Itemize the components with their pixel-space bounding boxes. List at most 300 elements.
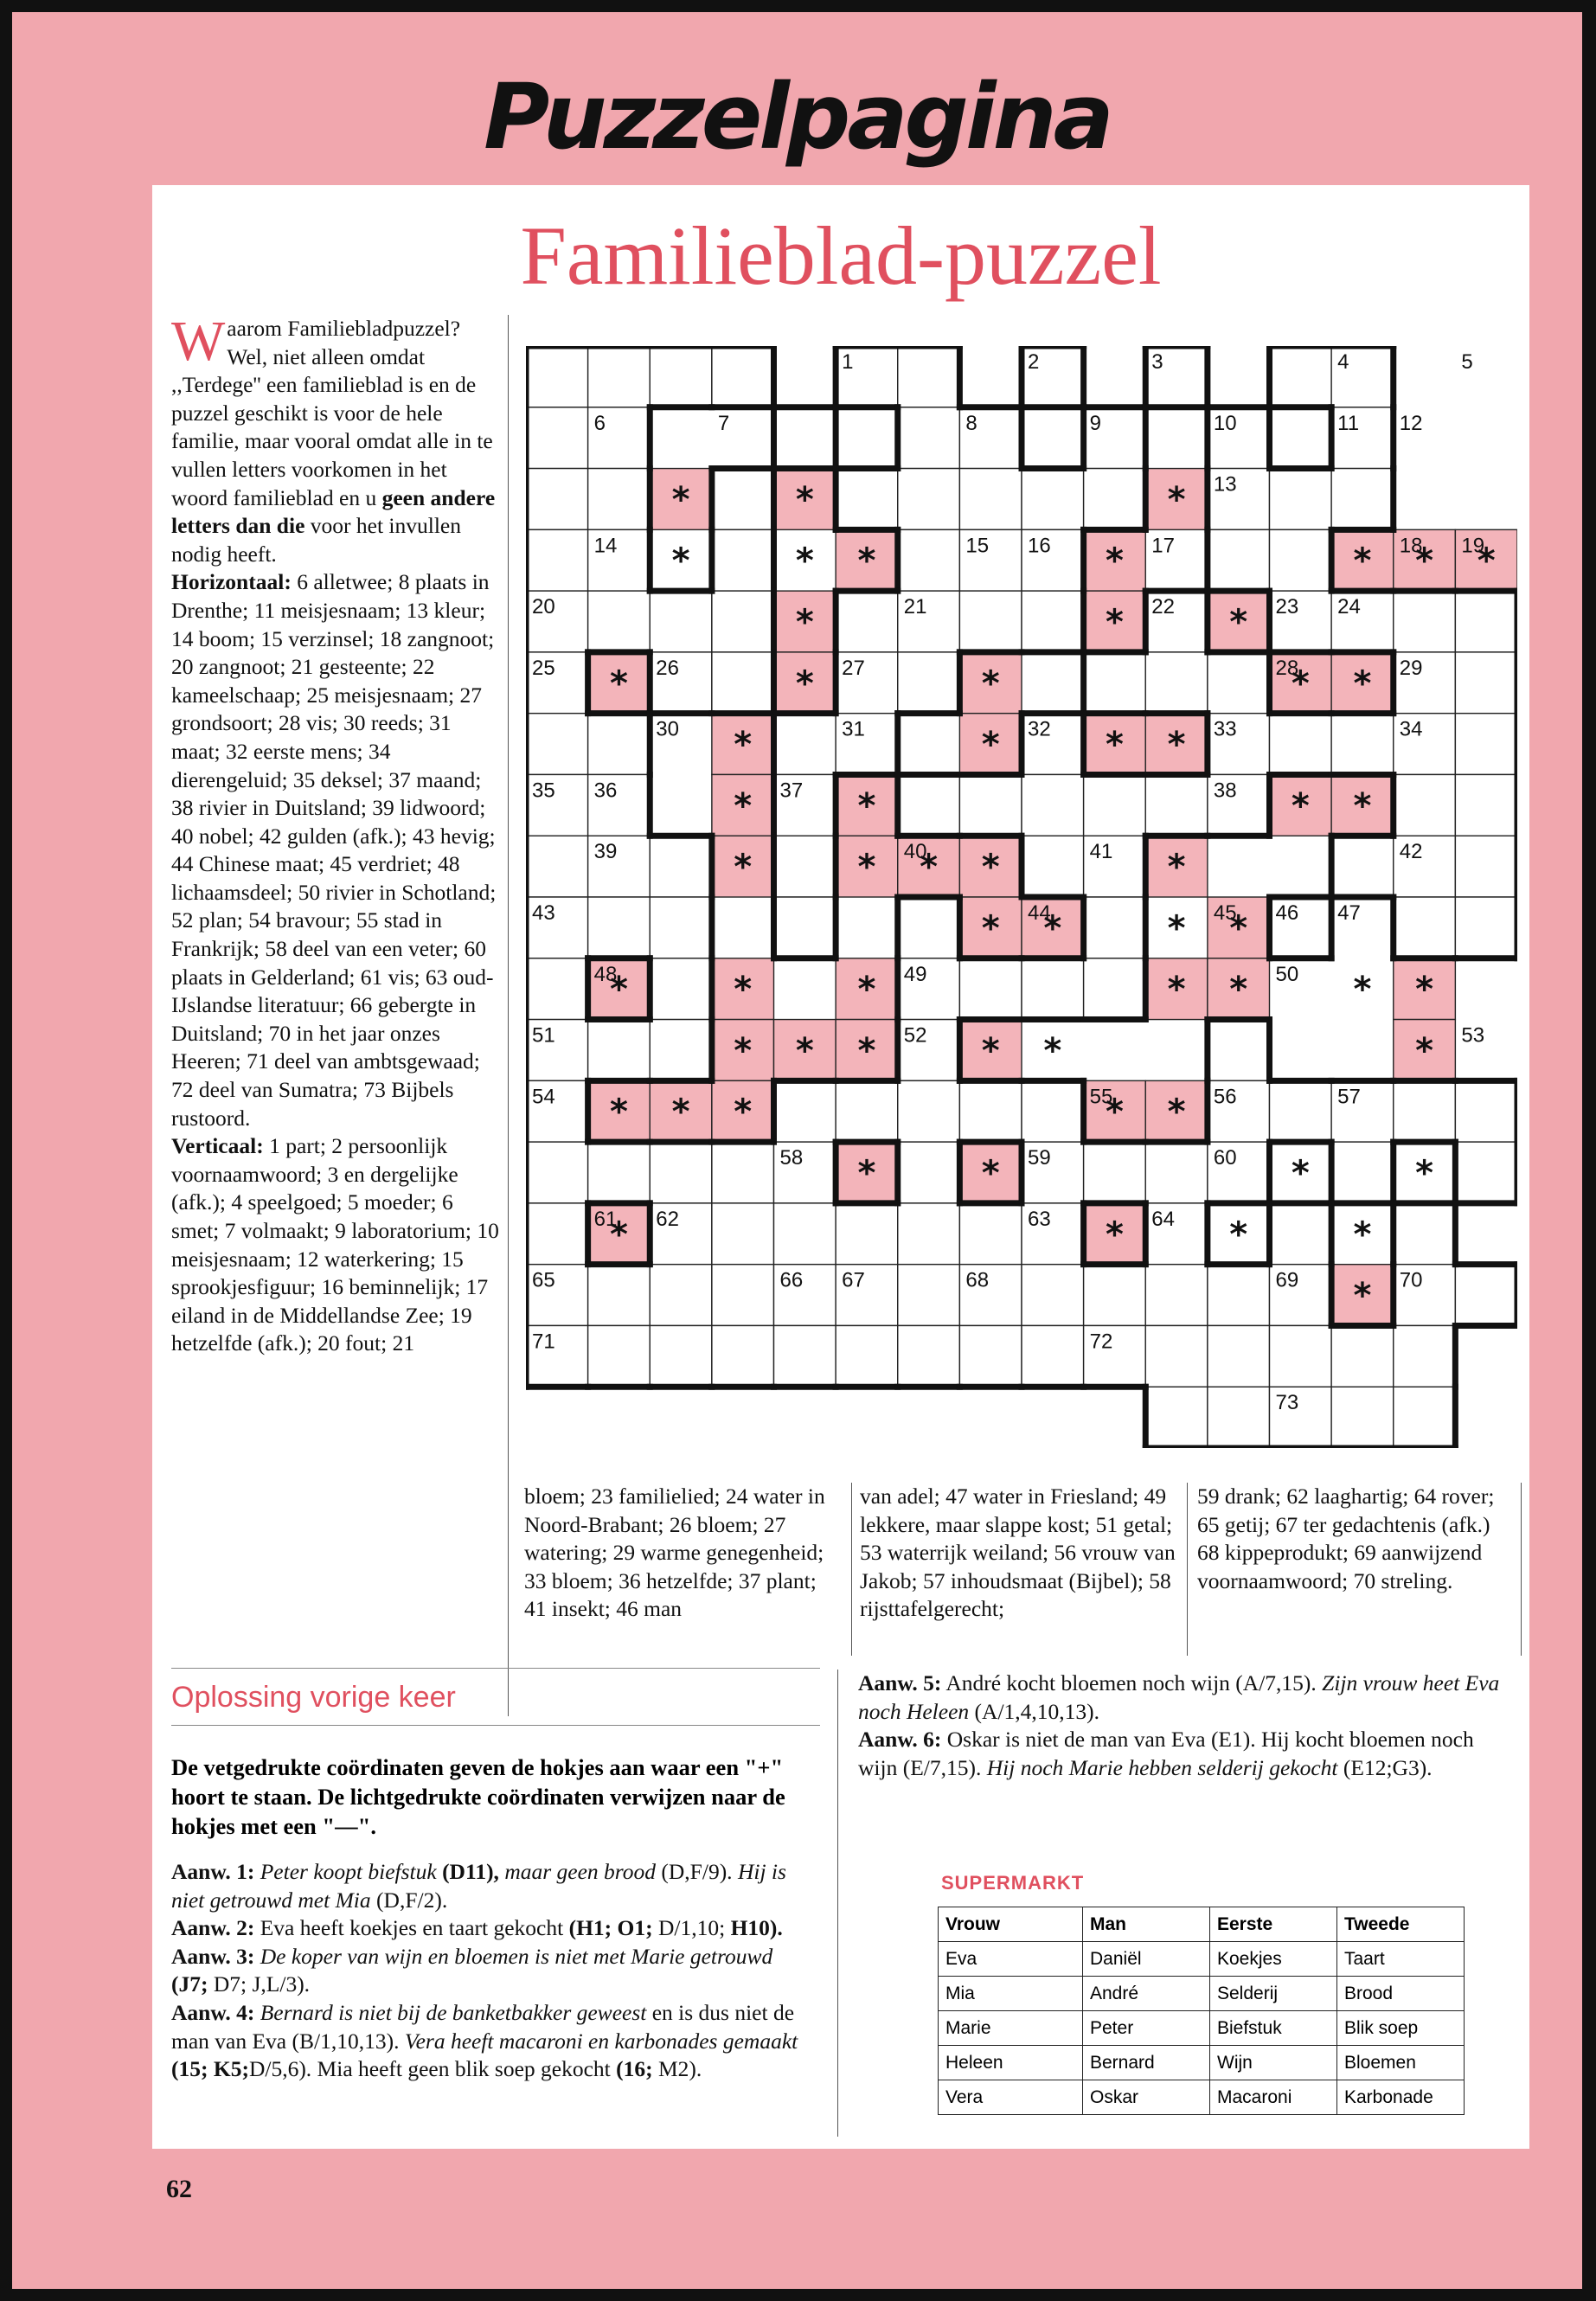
- intro-and-clues: [171, 310, 504, 1358]
- column-rule: [837, 1670, 838, 2137]
- grid-cell: [588, 1020, 651, 1081]
- grid-cell: [1084, 469, 1146, 530]
- grid-cell: [1455, 652, 1517, 714]
- star-marker: *: [609, 1215, 628, 1255]
- grid-cell: [1145, 1325, 1208, 1387]
- star-marker: *: [857, 1030, 876, 1071]
- table-cell: Bernard: [1083, 2046, 1210, 2080]
- star-marker: *: [1105, 1092, 1124, 1132]
- intro-text: aarom Familiebladpuzzel? Wel, niet alleen omdat ,,Terdege'' een familieblad is en de puzzel geschikt is voor de hele familie, maar vooral omdat alle in te vullen letters voorkomen in het woord familieblad en u: [171, 316, 493, 510]
- star-marker: *: [609, 663, 628, 704]
- star-marker: *: [920, 847, 939, 888]
- clue-number: 9: [1089, 411, 1101, 435]
- grid-cell: [898, 1142, 960, 1203]
- table-cell: Macaroni: [1210, 2080, 1337, 2115]
- grid-cell: [898, 897, 960, 958]
- clue-number: 32: [1028, 717, 1051, 741]
- grid-cell: [526, 469, 588, 530]
- star-marker: *: [671, 1092, 690, 1132]
- grid-cell: [1270, 1080, 1332, 1142]
- grid-cell: [526, 529, 588, 591]
- clue-number: 66: [779, 1268, 804, 1292]
- grid-cell: [1331, 714, 1394, 775]
- grid-cell: [588, 897, 651, 958]
- grid-cell: [774, 1325, 836, 1387]
- grid-cell: [650, 1020, 712, 1081]
- star-marker: *: [981, 725, 1000, 766]
- clue-number: 7: [717, 411, 730, 435]
- table-row: [939, 2080, 1465, 2115]
- clue-number: 47: [1337, 901, 1361, 925]
- star-marker: *: [795, 541, 814, 581]
- star-marker: *: [734, 1030, 753, 1071]
- table-cell: Biefstuk: [1210, 2011, 1337, 2046]
- clue-number: 24: [1337, 595, 1361, 619]
- grid-cell: [1394, 591, 1456, 652]
- star-marker: *: [795, 1030, 814, 1071]
- grid-cell: [959, 774, 1022, 836]
- grid-cell: [1394, 774, 1456, 836]
- grid-cell: [836, 591, 898, 652]
- table-cell: Taart: [1337, 1942, 1465, 1977]
- grid-cell: [774, 1080, 836, 1142]
- grid-cell: [712, 1142, 774, 1203]
- clue-number: 14: [593, 534, 618, 558]
- clue-number: 69: [1275, 1268, 1299, 1292]
- star-marker: *: [1353, 663, 1372, 704]
- star-marker: *: [981, 847, 1000, 888]
- grid-cell: [1084, 1142, 1146, 1203]
- grid-cell: [650, 897, 712, 958]
- grid-cell: [898, 407, 960, 469]
- clue-number: 15: [965, 534, 990, 558]
- clue-number: 31: [842, 717, 865, 741]
- grid-cell: [1394, 1325, 1456, 1387]
- vertical-clues: 1 part; 2 persoonlijk voornaamwoord; 3 en dergelijke (afk.); 4 speelgoed; 5 moeder; 6 smet; 7 volmaakt; 9 laboratorium; 10 meisjesnaam; 12 waterkering; 15 sprookjesfiguur; 16 beminnelijk; 17 eiland in de Middellandse Zee; 19 hetzelfde (afk.); 20 fout; 21: [171, 1133, 499, 1356]
- solution-intro: De vetgedrukte coördinaten geven de hokjes aan waar een "+" hoort te staan. De lichtgedrukte coördinaten verwijzen naar de hokjes met een "—".: [171, 1754, 785, 1839]
- grid-cell: [1394, 1203, 1456, 1265]
- grid-cell: [1455, 1142, 1517, 1203]
- table-cell: Koekjes: [1210, 1942, 1337, 1977]
- clue-number: 11: [1337, 411, 1360, 435]
- column-rule: [508, 315, 509, 1716]
- table-cell: Eva: [939, 1942, 1083, 1977]
- clue-number: 61: [593, 1207, 618, 1231]
- grid-cell: [1145, 1387, 1208, 1448]
- star-marker: *: [857, 785, 876, 826]
- star-marker: *: [1353, 785, 1372, 826]
- grid-cell: [959, 1203, 1022, 1265]
- grid-cell: [712, 529, 774, 591]
- grid-cell: [836, 1203, 898, 1265]
- star-marker: *: [1291, 785, 1310, 826]
- star-marker: *: [1291, 1153, 1310, 1194]
- clue-number: 72: [1089, 1330, 1113, 1354]
- grid-cell: [1208, 1020, 1270, 1081]
- grid-cell: [1455, 714, 1517, 775]
- grid-cell: [836, 469, 898, 530]
- grid-cell: [898, 1203, 960, 1265]
- table-cell: Heleen: [939, 2046, 1083, 2080]
- grid-cell: [1022, 1265, 1084, 1326]
- star-marker: *: [1415, 1153, 1434, 1194]
- table-cell: Bloemen: [1337, 2046, 1465, 2080]
- clue-number: 21: [903, 595, 927, 619]
- vertical-clues-col3: van adel; 47 water in Friesland; 49 lekkere, maar slappe kost; 51 getal; 53 waterrijk weiland; 56 vrouw van Jakob; 57 inhoudsmaat (Bijbel); 58 rijsttafelgerecht;: [860, 1484, 1176, 1622]
- star-marker: *: [1415, 541, 1434, 581]
- grid-cell: [650, 591, 712, 652]
- grid-cell: [588, 591, 651, 652]
- clue-number: 28: [1275, 656, 1299, 680]
- grid-cell: [1022, 469, 1084, 530]
- table-cell: Marie: [939, 2011, 1083, 2046]
- solution-hint: Aanw. 4: Bernard is niet bij de banketbakker geweest en is dus niet de man van Eva (B/1,10,13). Vera heeft macaroni en karbonades gemaakt (15; K5;D/5,6). Mia heeft geen blik soep gekocht (16; M2).: [171, 1999, 798, 2082]
- grid-cell: [526, 407, 588, 469]
- grid-cell: [650, 1142, 712, 1203]
- grid-cell: [898, 529, 960, 591]
- table-body: [939, 1942, 1465, 2115]
- star-marker: *: [1415, 970, 1434, 1010]
- grid-cell: [1270, 1203, 1332, 1265]
- clue-number: 51: [532, 1023, 555, 1048]
- grid-cell: [1331, 1142, 1394, 1203]
- table-row: [939, 2046, 1465, 2080]
- grid-cell: [1208, 1325, 1270, 1387]
- section-header: Puzzelpagina: [484, 64, 1111, 170]
- grid-cell: [1331, 469, 1394, 530]
- grid-cell: [526, 958, 588, 1020]
- star-marker: *: [734, 847, 753, 888]
- clue-number: 19: [1461, 534, 1485, 558]
- grid-cell: [588, 469, 651, 530]
- grid-cell: [712, 652, 774, 714]
- star-marker: *: [1353, 970, 1372, 1010]
- grid-cell: [836, 1080, 898, 1142]
- grid-cell: [774, 897, 836, 958]
- table-cell: Selderij: [1210, 1977, 1337, 2011]
- grid-cell: [712, 1203, 774, 1265]
- solution-hint: Aanw. 5: André kocht bloemen noch wijn (A/7,15). Zijn vrouw heet Eva noch Heleen (A/1,4,10,13).: [858, 1670, 1500, 1724]
- grid-cell: [1145, 652, 1208, 714]
- table-cell: Oskar: [1083, 2080, 1210, 2115]
- solution-hint: Aanw. 3: De koper van wijn en bloemen is niet met Marie getrouwd (J7; D7; J,L/3).: [171, 1943, 773, 1997]
- star-marker: *: [1105, 1215, 1124, 1255]
- grid-cell: [712, 1265, 774, 1326]
- star-marker: *: [981, 1153, 1000, 1194]
- grid-cell: [774, 714, 836, 775]
- clue-number: 57: [1337, 1085, 1361, 1109]
- solution-heading: Oplossing vorige keer: [171, 1668, 820, 1726]
- grid-cell: [588, 1142, 651, 1203]
- grid-cell: [898, 652, 960, 714]
- clue-number: 39: [593, 840, 618, 864]
- grid-cell: [898, 774, 960, 836]
- clue-number: 40: [903, 840, 927, 864]
- star-marker: *: [1353, 1276, 1372, 1317]
- star-marker: *: [1043, 908, 1062, 949]
- column-rule: [851, 1483, 852, 1656]
- grid-cell: [588, 714, 651, 775]
- clue-number: 25: [532, 656, 555, 680]
- clue-number: 16: [1028, 534, 1051, 558]
- grid-cell: [1208, 1387, 1270, 1448]
- star-marker: *: [1105, 602, 1124, 643]
- grid-cell: [1084, 958, 1146, 1020]
- grid-cell: [1331, 1325, 1394, 1387]
- grid-cell: [1084, 652, 1146, 714]
- star-marker: *: [795, 479, 814, 520]
- table-header-cell: Man: [1083, 1907, 1210, 1942]
- grid-cell: [1270, 346, 1332, 407]
- grid-cell: [774, 407, 836, 469]
- clue-number: 42: [1399, 840, 1423, 864]
- table-row: [939, 1942, 1465, 1977]
- grid-cell: [1270, 469, 1332, 530]
- star-marker: *: [795, 602, 814, 643]
- clue-number: 5: [1461, 350, 1473, 374]
- grid-cell: [588, 346, 651, 407]
- puzzle-title: Familieblad-puzzel: [520, 209, 1162, 302]
- star-marker: *: [1167, 970, 1186, 1010]
- star-marker: *: [1167, 847, 1186, 888]
- clue-number: 46: [1275, 901, 1299, 925]
- table-cell: André: [1083, 1977, 1210, 2011]
- grid-cell: [1455, 1080, 1517, 1142]
- clue-number: 38: [1213, 779, 1237, 803]
- grid-cell: [836, 1325, 898, 1387]
- star-marker: *: [1291, 663, 1310, 704]
- grid-cell: [712, 346, 774, 407]
- star-marker: *: [857, 970, 876, 1010]
- clue-number: 29: [1399, 656, 1423, 680]
- clue-number: 70: [1399, 1268, 1423, 1292]
- grid-cell: [1270, 529, 1332, 591]
- star-marker: *: [795, 663, 814, 704]
- grid-cell: [1145, 1265, 1208, 1326]
- grid-cell: [1208, 652, 1270, 714]
- grid-cell: [1145, 1142, 1208, 1203]
- clue-number: 6: [593, 411, 606, 435]
- star-marker: *: [734, 785, 753, 826]
- vertical-clues-col4: 59 drank; 62 laaghartig; 64 rover; 65 getij; 67 ter gedachtenis (afk.) 68 kippeprodukt; 69 aanwijzend voornaamwoord; 70 streling.: [1197, 1484, 1495, 1593]
- grid-cell: [1022, 1080, 1084, 1142]
- grid-cell: [712, 1325, 774, 1387]
- grid-cell: [1022, 836, 1084, 897]
- horizontal-clues: 6 alletwee; 8 plaats in Drenthe; 11 meisjesnaam; 13 kleur; 14 boom; 15 verzinsel; 18 zangnoot; 20 zangnoot; 21 gesteente; 22 kameelschaap; 25 meisjesnaam; 27 grondsoort; 28 vis; 30 reeds; 31 maat; 32 eerste mens; 34 dierengeluid; 35 deksel; 37 maand; 38 rivier in Duitsland; 39 lidwoord; 40 nobel; 42 gulden (afk.); 43 hevig; 44 Chinese maat; 45 verdriet; 48 lichaamsdeel; 50 rivier in Schotland; 52 plan; 54 bravour; 55 stad in Frankrijk; 58 deel van een veter; 60 plaats in Gelderland; 61 vis; 63 oud-IJslandse literatuur; 66 gebergte in Duitsland; 70 in het jaar onzes Heeren; 71 deel van ambtsgewaad; 72 deel van Sumatra; 73 Bijbels rustoord.: [171, 569, 497, 1131]
- grid-cell: [1270, 714, 1332, 775]
- solution-hints-left: [171, 1858, 811, 2084]
- grid-cell: [959, 469, 1022, 530]
- star-marker: *: [609, 1092, 628, 1132]
- solution-hint: Aanw. 6: Oskar is niet de man van Eva (E1). Hij kocht bloemen noch wijn (E/7,15). Hij noch Marie hebben selderij gekocht (E12;G3).: [858, 1727, 1474, 1780]
- grid-cell: [1394, 1080, 1456, 1142]
- clue-number: 71: [532, 1330, 555, 1354]
- clue-number: 3: [1151, 350, 1163, 374]
- grid-cell: [1022, 774, 1084, 836]
- grid-cell: [650, 346, 712, 407]
- clue-number: 1: [842, 350, 854, 374]
- horizontal-label: Horizontaal:: [171, 569, 292, 595]
- drop-cap: W: [171, 310, 226, 373]
- clue-number: 35: [532, 779, 555, 803]
- clue-number: 55: [1089, 1085, 1113, 1109]
- star-marker: *: [1229, 1215, 1248, 1255]
- star-marker: *: [1167, 725, 1186, 766]
- clue-number: 64: [1151, 1207, 1175, 1231]
- table-row: [939, 1977, 1465, 2011]
- table-cell: Peter: [1083, 2011, 1210, 2046]
- grid-cell: [898, 1265, 960, 1326]
- clue-number: 23: [1275, 595, 1299, 619]
- clue-number: 17: [1151, 534, 1175, 558]
- star-marker: *: [1477, 541, 1496, 581]
- vertical-label: Verticaal:: [171, 1133, 264, 1159]
- solution-hints-right: [858, 1670, 1516, 1782]
- clue-number: 49: [903, 962, 927, 986]
- grid-cell: [1145, 774, 1208, 836]
- clue-number: 2: [1028, 350, 1040, 374]
- clue-number: 13: [1213, 472, 1237, 497]
- intro-emphasis: geen andere letters dan die: [171, 484, 496, 539]
- clue-number: 73: [1275, 1391, 1299, 1415]
- star-marker: *: [671, 479, 690, 520]
- grid-cell: [1084, 897, 1146, 958]
- clue-number: 67: [842, 1268, 865, 1292]
- column-rule: [1187, 1483, 1188, 1656]
- table-cell: Blik soep: [1337, 2011, 1465, 2046]
- star-marker: *: [671, 541, 690, 581]
- grid-cell: [898, 469, 960, 530]
- grid-cell: [1022, 591, 1084, 652]
- grid-cell: [898, 1325, 960, 1387]
- grid-cell: [1084, 774, 1146, 836]
- grid-cell: [959, 1080, 1022, 1142]
- grid-cell: [526, 1203, 588, 1265]
- grid-cell: [959, 958, 1022, 1020]
- grid-cell: [898, 1080, 960, 1142]
- clue-number: 27: [842, 656, 865, 680]
- solution-hint: Aanw. 1: Peter koopt biefstuk (D11), maar geen brood (D,F/9). Hij is niet getrouwd met Mia (D,F/2).: [171, 1859, 786, 1913]
- star-marker: *: [857, 1153, 876, 1194]
- star-marker: *: [1167, 908, 1186, 949]
- clue-number: 20: [532, 595, 555, 619]
- grid-cell: [1455, 774, 1517, 836]
- star-marker: *: [981, 663, 1000, 704]
- grid-cell: [650, 836, 712, 897]
- clue-number: 30: [656, 717, 679, 741]
- clue-number: 63: [1028, 1207, 1051, 1231]
- grid-cell: [1455, 1265, 1517, 1326]
- clue-number: 65: [532, 1268, 555, 1292]
- grid-cell: [650, 1265, 712, 1326]
- grid-cell: [526, 714, 588, 775]
- star-marker: *: [1229, 908, 1248, 949]
- clue-number: 22: [1151, 595, 1175, 619]
- clue-number: 10: [1213, 411, 1237, 435]
- grid-cell: [712, 591, 774, 652]
- grid-cell: [526, 1142, 588, 1203]
- table-header-row: [939, 1907, 1465, 1942]
- grid-cell: [898, 346, 960, 407]
- table-cell: Vera: [939, 2080, 1083, 2115]
- star-marker: *: [1167, 479, 1186, 520]
- clue-number: 62: [656, 1207, 679, 1231]
- table-cell: Brood: [1337, 1977, 1465, 2011]
- grid-cell: [1394, 1387, 1456, 1448]
- grid-cell: [588, 1325, 651, 1387]
- star-marker: *: [857, 541, 876, 581]
- grid-cell: [1394, 897, 1456, 958]
- star-marker: *: [1229, 602, 1248, 643]
- star-marker: *: [734, 725, 753, 766]
- star-marker: *: [857, 847, 876, 888]
- grid-cell: [1455, 591, 1517, 652]
- star-marker: *: [1043, 1030, 1062, 1071]
- grid-cell: [1208, 1265, 1270, 1326]
- star-marker: *: [1353, 1215, 1372, 1255]
- clue-number: 18: [1399, 534, 1423, 558]
- grid-cell: [650, 1325, 712, 1387]
- table-cell: Karbonade: [1337, 2080, 1465, 2115]
- table-header-cell: Eerste: [1210, 1907, 1337, 1942]
- table-cell: Wijn: [1210, 2046, 1337, 2080]
- clue-number: 12: [1399, 411, 1423, 435]
- clue-number: 48: [593, 962, 618, 986]
- star-marker: *: [1105, 725, 1124, 766]
- star-marker: *: [734, 970, 753, 1010]
- grid-cell: [526, 346, 588, 407]
- grid-cell: [1455, 836, 1517, 897]
- clue-number: 37: [779, 779, 804, 803]
- clue-number: 56: [1213, 1085, 1237, 1109]
- grid-cell: [1084, 1265, 1146, 1326]
- vertical-clues-col2: bloem; 23 familielied; 24 water in Noord-Brabant; 26 bloem; 27 watering; 29 warme genegenheid; 33 bloem; 36 hetzelfde; 37 plant; 41 insekt; 46 man: [524, 1484, 825, 1622]
- crossword-grid: [526, 346, 1517, 1448]
- grid-cell: [588, 1265, 651, 1326]
- binding-mark: [830, 0, 860, 12]
- grid-cell: [774, 836, 836, 897]
- puzzle-sheet: [152, 185, 1529, 2149]
- star-marker: *: [981, 908, 1000, 949]
- clue-number: 52: [903, 1023, 927, 1048]
- supermarket-title: SUPERMARKT: [941, 1872, 1085, 1894]
- star-marker: *: [609, 970, 628, 1010]
- clue-number: 58: [779, 1146, 804, 1170]
- grid-cell: [1331, 1387, 1394, 1448]
- grid-cell: [526, 836, 588, 897]
- intro-end: voor het invullen nodig heeft.: [171, 513, 461, 567]
- clue-number: 26: [656, 656, 679, 680]
- clue-number: 53: [1461, 1023, 1485, 1048]
- grid-cell: [959, 1325, 1022, 1387]
- grid-cell: [1455, 897, 1517, 958]
- grid-cell: [959, 591, 1022, 652]
- clue-number: 44: [1028, 901, 1051, 925]
- supermarket-table: [938, 1907, 1465, 2115]
- clue-number: 41: [1089, 840, 1113, 864]
- solution-hint: Aanw. 2: Eva heeft koekjes en taart gekocht (H1; O1; D/1,10; H10).: [171, 1915, 783, 1941]
- star-marker: *: [1415, 1030, 1434, 1071]
- clue-number: 34: [1399, 717, 1423, 741]
- clue-number: 4: [1337, 350, 1349, 374]
- star-marker: *: [1105, 541, 1124, 581]
- table-cell: Mia: [939, 1977, 1083, 2011]
- grid-cell: [1022, 1325, 1084, 1387]
- grid-cell: [1331, 836, 1394, 897]
- magazine-page: [12, 12, 1582, 2289]
- table-header-cell: Tweede: [1337, 1907, 1465, 1942]
- clue-number: 60: [1213, 1146, 1237, 1170]
